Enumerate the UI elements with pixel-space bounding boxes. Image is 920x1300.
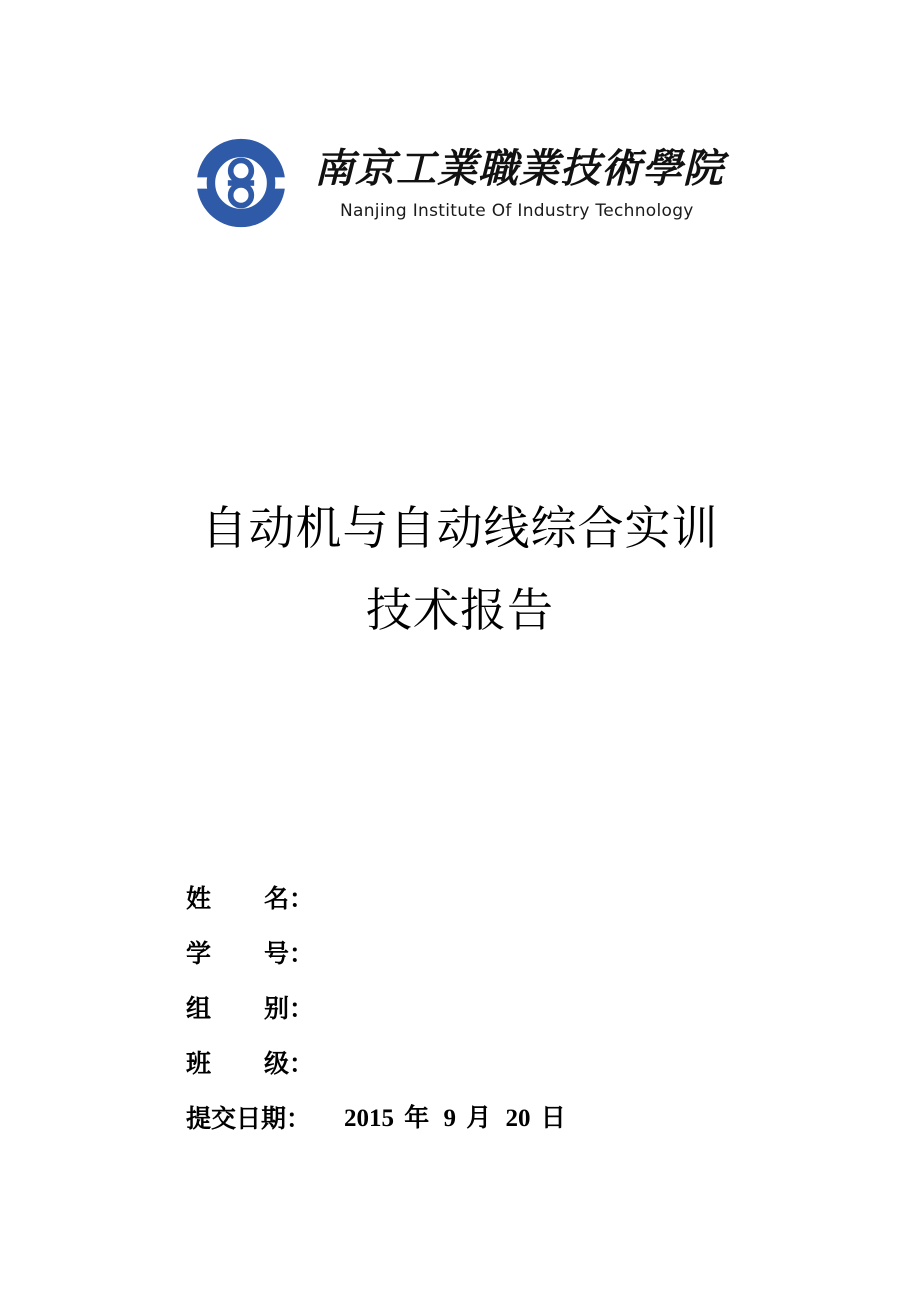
date-year: 2015	[344, 1105, 394, 1132]
date-day-unit: 日	[540, 1105, 566, 1132]
date-year-unit: 年	[404, 1105, 430, 1132]
student-info	[186, 878, 706, 1153]
date-month-unit: 月	[466, 1105, 492, 1132]
institution-logo	[188, 136, 748, 231]
institution-name-en: Nanjing Institute Of Industry Technology	[340, 201, 694, 221]
submit-date-value	[344, 1098, 574, 1140]
submit-date-label: 提交日期：	[186, 1104, 312, 1133]
field-class-label: 班 级：	[186, 1049, 315, 1078]
institution-name-cn: 南京工業職業技術學院	[314, 145, 724, 192]
field-student-id	[186, 933, 706, 988]
field-group-label: 组 别：	[186, 994, 315, 1023]
field-class	[186, 1043, 706, 1098]
field-name-label: 姓 名：	[186, 884, 315, 913]
field-name	[186, 878, 706, 933]
report-subtitle: 技术报告	[366, 583, 554, 637]
institute-emblem-icon	[194, 136, 288, 230]
report-title: 自动机与自动线综合实训	[201, 501, 719, 555]
field-student-id-label: 学 号：	[186, 939, 315, 968]
date-month: 9	[443, 1105, 457, 1132]
date-day: 20	[505, 1105, 531, 1132]
field-group	[186, 988, 706, 1043]
field-submit-date	[186, 1098, 706, 1153]
